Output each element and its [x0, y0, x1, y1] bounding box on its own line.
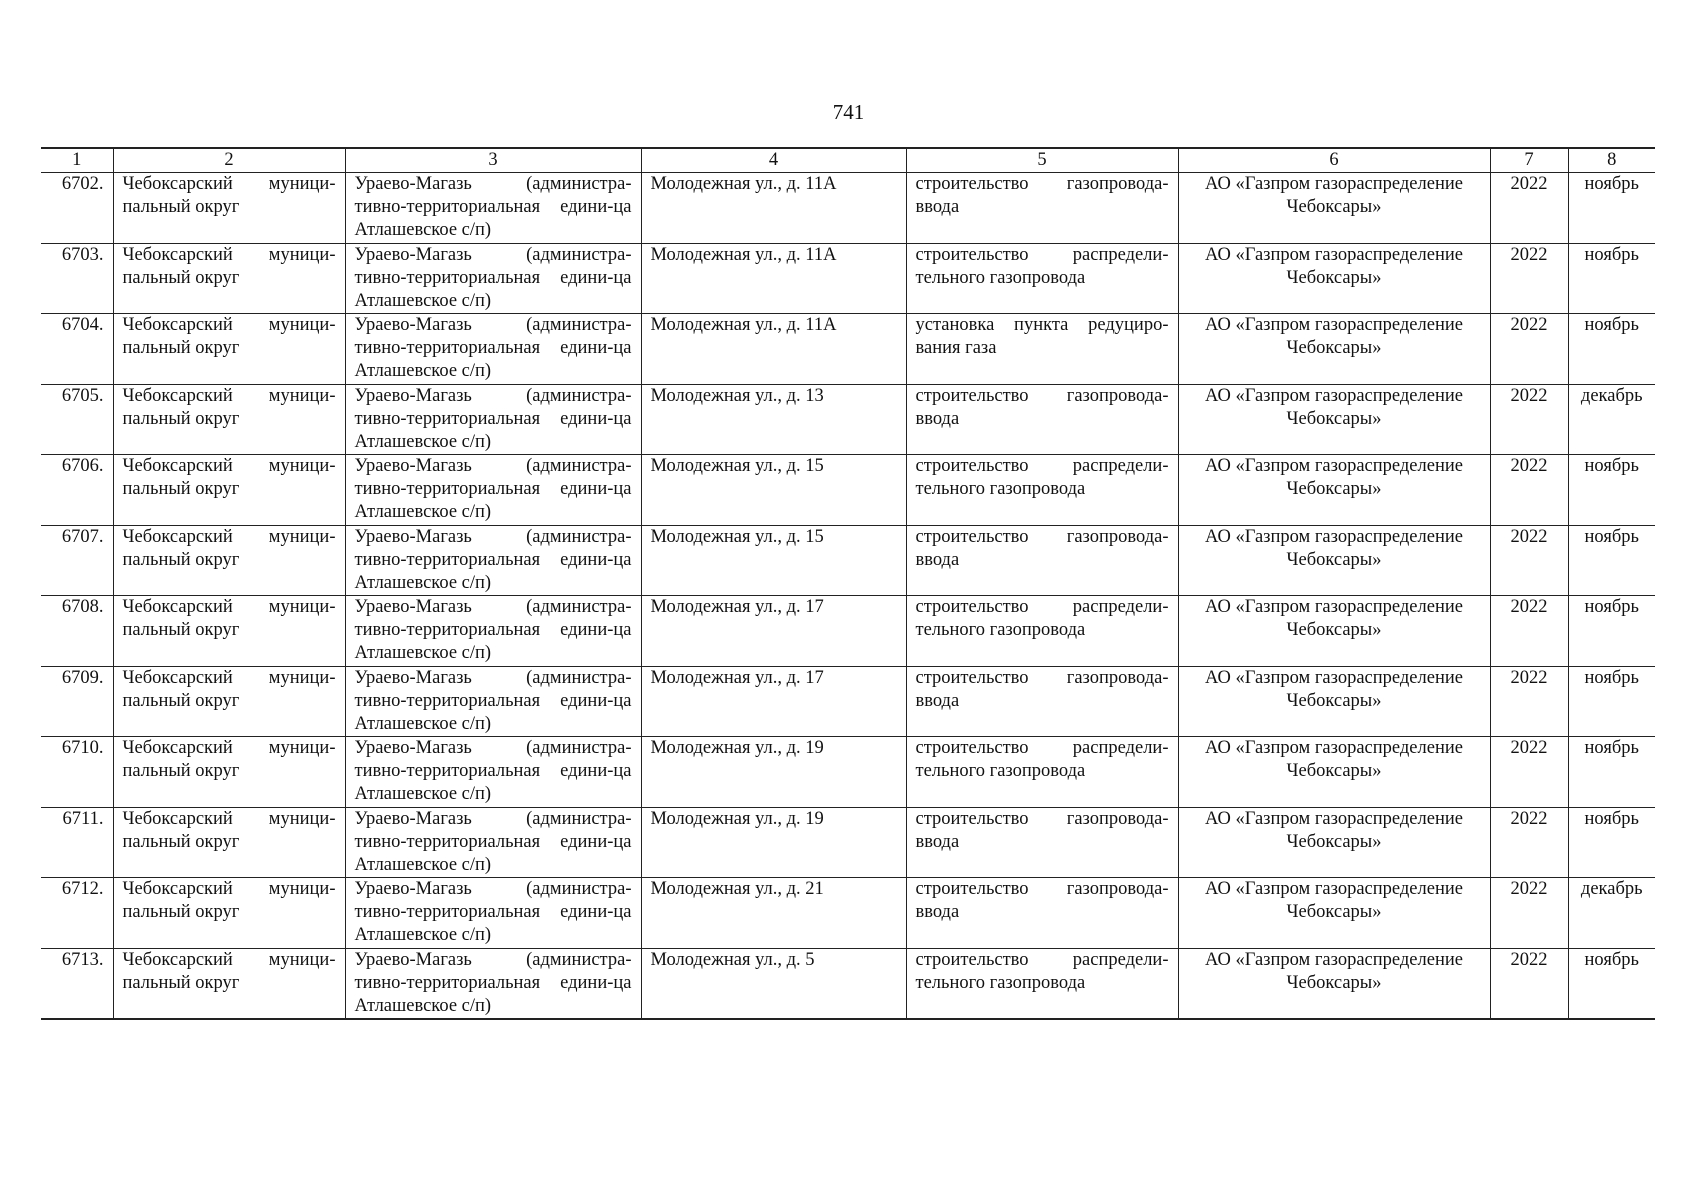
- table-row: [41, 455, 1655, 526]
- street-address: Молодежная ул., д. 21: [641, 878, 906, 949]
- settlement: Ураево-Магазь (администра-тивно-территориальная едини-ца Атлашевское с/п): [345, 948, 641, 1019]
- municipal-district: Чебоксарский муници-пальный округ: [113, 878, 345, 949]
- month: декабрь: [1568, 878, 1655, 949]
- table-row: [41, 737, 1655, 808]
- row-number: 6710.: [41, 737, 113, 808]
- street-address: Молодежная ул., д. 11А: [641, 314, 906, 385]
- col-header-3: 3: [345, 148, 641, 173]
- year: 2022: [1490, 243, 1568, 314]
- municipal-district: Чебоксарский муници-пальный округ: [113, 596, 345, 667]
- street-address: Молодежная ул., д. 17: [641, 596, 906, 667]
- municipal-district: Чебоксарский муници-пальный округ: [113, 666, 345, 737]
- row-number: 6703.: [41, 243, 113, 314]
- settlement: Ураево-Магазь (администра-тивно-территориальная едини-ца Атлашевское с/п): [345, 807, 641, 878]
- settlement: Ураево-Магазь (администра-тивно-территориальная едини-ца Атлашевское с/п): [345, 596, 641, 667]
- table-row: [41, 525, 1655, 596]
- row-number: 6706.: [41, 455, 113, 526]
- row-number: 6702.: [41, 173, 113, 244]
- street-address: Молодежная ул., д. 15: [641, 455, 906, 526]
- organization: АО «Газпром газораспределение Чебоксары»: [1178, 666, 1490, 737]
- municipal-district: Чебоксарский муници-пальный округ: [113, 948, 345, 1019]
- year: 2022: [1490, 173, 1568, 244]
- municipal-district: Чебоксарский муници-пальный округ: [113, 737, 345, 808]
- month: ноябрь: [1568, 807, 1655, 878]
- col-header-8: 8: [1568, 148, 1655, 173]
- month: ноябрь: [1568, 596, 1655, 667]
- settlement: Ураево-Магазь (администра-тивно-территориальная едини-ца Атлашевское с/п): [345, 737, 641, 808]
- work-type: строительство газопровода-ввода: [906, 878, 1178, 949]
- work-type: строительство газопровода-ввода: [906, 807, 1178, 878]
- settlement: Ураево-Магазь (администра-тивно-территориальная едини-ца Атлашевское с/п): [345, 384, 641, 455]
- row-number: 6711.: [41, 807, 113, 878]
- work-type: строительство распредели-тельного газопровода: [906, 737, 1178, 808]
- month: декабрь: [1568, 384, 1655, 455]
- year: 2022: [1490, 948, 1568, 1019]
- street-address: Молодежная ул., д. 5: [641, 948, 906, 1019]
- work-type: строительство газопровода-ввода: [906, 173, 1178, 244]
- table-row: [41, 243, 1655, 314]
- row-number: 6708.: [41, 596, 113, 667]
- organization: АО «Газпром газораспределение Чебоксары»: [1178, 737, 1490, 808]
- organization: АО «Газпром газораспределение Чебоксары»: [1178, 948, 1490, 1019]
- settlement: Ураево-Магазь (администра-тивно-территориальная едини-ца Атлашевское с/п): [345, 243, 641, 314]
- col-header-1: 1: [41, 148, 113, 173]
- col-header-6: 6: [1178, 148, 1490, 173]
- work-type: установка пункта редуциро-вания газа: [906, 314, 1178, 385]
- organization: АО «Газпром газораспределение Чебоксары»: [1178, 243, 1490, 314]
- row-number: 6712.: [41, 878, 113, 949]
- municipal-district: Чебоксарский муници-пальный округ: [113, 173, 345, 244]
- year: 2022: [1490, 384, 1568, 455]
- work-type: строительство распредели-тельного газопровода: [906, 455, 1178, 526]
- work-type: строительство газопровода-ввода: [906, 525, 1178, 596]
- table-row: [41, 314, 1655, 385]
- col-header-4: 4: [641, 148, 906, 173]
- year: 2022: [1490, 737, 1568, 808]
- organization: АО «Газпром газораспределение Чебоксары»: [1178, 173, 1490, 244]
- settlement: Ураево-Магазь (администра-тивно-территориальная едини-ца Атлашевское с/п): [345, 455, 641, 526]
- settlement: Ураево-Магазь (администра-тивно-территориальная едини-ца Атлашевское с/п): [345, 314, 641, 385]
- year: 2022: [1490, 596, 1568, 667]
- month: ноябрь: [1568, 455, 1655, 526]
- work-type: строительство газопровода-ввода: [906, 666, 1178, 737]
- row-number: 6705.: [41, 384, 113, 455]
- street-address: Молодежная ул., д. 15: [641, 525, 906, 596]
- table-row: [41, 807, 1655, 878]
- settlement: Ураево-Магазь (администра-тивно-территориальная едини-ца Атлашевское с/п): [345, 878, 641, 949]
- month: ноябрь: [1568, 525, 1655, 596]
- street-address: Молодежная ул., д. 11А: [641, 173, 906, 244]
- street-address: Молодежная ул., д. 11А: [641, 243, 906, 314]
- row-number: 6713.: [41, 948, 113, 1019]
- organization: АО «Газпром газораспределение Чебоксары»: [1178, 596, 1490, 667]
- municipal-district: Чебоксарский муници-пальный округ: [113, 807, 345, 878]
- organization: АО «Газпром газораспределение Чебоксары»: [1178, 455, 1490, 526]
- year: 2022: [1490, 525, 1568, 596]
- row-number: 6704.: [41, 314, 113, 385]
- municipal-district: Чебоксарский муници-пальный округ: [113, 525, 345, 596]
- month: ноябрь: [1568, 243, 1655, 314]
- year: 2022: [1490, 807, 1568, 878]
- page-number: 741: [832, 100, 865, 124]
- work-type: строительство распредели-тельного газопровода: [906, 948, 1178, 1019]
- row-number: 6709.: [41, 666, 113, 737]
- municipal-district: Чебоксарский муници-пальный округ: [113, 243, 345, 314]
- municipal-district: Чебоксарский муници-пальный округ: [113, 314, 345, 385]
- month: ноябрь: [1568, 173, 1655, 244]
- municipal-district: Чебоксарский муници-пальный округ: [113, 384, 345, 455]
- organization: АО «Газпром газораспределение Чебоксары»: [1178, 878, 1490, 949]
- table-row: [41, 948, 1655, 1019]
- street-address: Молодежная ул., д. 13: [641, 384, 906, 455]
- table-row: [41, 384, 1655, 455]
- year: 2022: [1490, 314, 1568, 385]
- col-header-7: 7: [1490, 148, 1568, 173]
- year: 2022: [1490, 666, 1568, 737]
- street-address: Молодежная ул., д. 19: [641, 807, 906, 878]
- month: ноябрь: [1568, 948, 1655, 1019]
- municipal-district: Чебоксарский муници-пальный округ: [113, 455, 345, 526]
- col-header-2: 2: [113, 148, 345, 173]
- street-address: Молодежная ул., д. 17: [641, 666, 906, 737]
- year: 2022: [1490, 878, 1568, 949]
- work-type: строительство распредели-тельного газопровода: [906, 243, 1178, 314]
- row-number: 6707.: [41, 525, 113, 596]
- table-row: [41, 878, 1655, 949]
- month: ноябрь: [1568, 314, 1655, 385]
- work-type: строительство газопровода-ввода: [906, 384, 1178, 455]
- organization: АО «Газпром газораспределение Чебоксары»: [1178, 807, 1490, 878]
- table-row: [41, 596, 1655, 667]
- street-address: Молодежная ул., д. 19: [641, 737, 906, 808]
- settlement: Ураево-Магазь (администра-тивно-территориальная едини-ца Атлашевское с/п): [345, 666, 641, 737]
- col-header-5: 5: [906, 148, 1178, 173]
- table-row: [41, 173, 1655, 244]
- organization: АО «Газпром газораспределение Чебоксары»: [1178, 314, 1490, 385]
- table-row: [41, 666, 1655, 737]
- gas-works-table: [41, 147, 1655, 1020]
- organization: АО «Газпром газораспределение Чебоксары»: [1178, 525, 1490, 596]
- month: ноябрь: [1568, 737, 1655, 808]
- settlement: Ураево-Магазь (администра-тивно-территориальная едини-ца Атлашевское с/п): [345, 173, 641, 244]
- work-type: строительство распредели-тельного газопровода: [906, 596, 1178, 667]
- organization: АО «Газпром газораспределение Чебоксары»: [1178, 384, 1490, 455]
- month: ноябрь: [1568, 666, 1655, 737]
- year: 2022: [1490, 455, 1568, 526]
- settlement: Ураево-Магазь (администра-тивно-территориальная едини-ца Атлашевское с/п): [345, 525, 641, 596]
- column-number-row: [41, 148, 1655, 173]
